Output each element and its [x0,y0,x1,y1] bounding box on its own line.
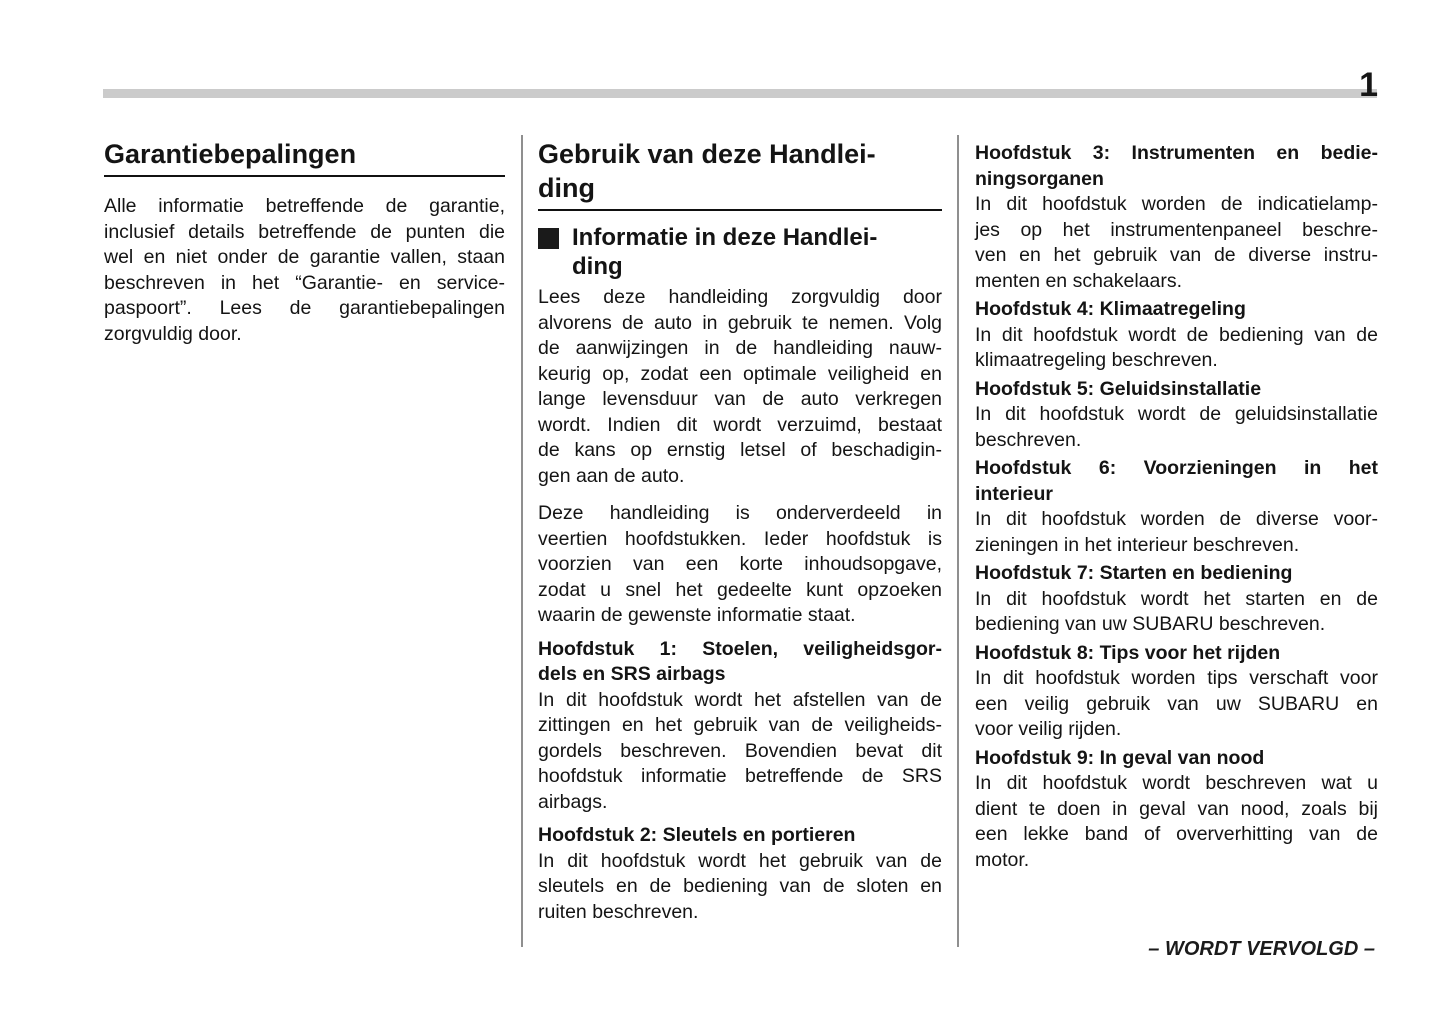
text-line: wel en niet onder de garantie vallen, staan [104,246,505,268]
text-line: airbags. [538,790,608,813]
text-line: zittingen en het gebruik van de veiligheids- [538,714,942,736]
text-line: klimaatregeling beschreven. [975,349,1218,371]
usage-title [538,137,942,211]
chapter-hoofdstuk-9 [975,746,1378,874]
text-line: alvorens de auto in gebruik te nemen. Volg [538,311,942,334]
text-line: zorgvuldig door. [104,322,242,345]
text-line: In dit hoofdstuk wordt beschreven wat u [975,772,1378,794]
chapter-body [975,587,1378,638]
text-line: lange levensduur van de auto verkregen [538,388,942,410]
chapter-body [538,688,942,816]
text-line: dient te doen in geval van nood, zoals bij [975,797,1378,820]
text-line: Hoofdstuk 4: Klimaatregeling [975,298,1246,320]
text-line: ding [572,253,623,280]
text-line: hoofdstuk informatie betreffende de SRS [538,765,942,787]
text-line: zodat u snel het gedeelte kunt opzoeken [538,578,942,601]
page-number: 1 [1359,66,1378,104]
text-line: beschreven in het “Garantie- en service- [104,271,505,294]
text-line: ningsorganen [975,167,1104,190]
column-divider-right [957,135,959,947]
text-line: Hoofdstuk 8: Tips voor het rijden [975,641,1281,664]
chapters-column [975,141,1378,873]
warranty-title-text: Garantiebepalingen [104,139,357,169]
text-line: Alle informatie betreffende de garantie, [104,195,505,217]
chapter-heading [975,641,1378,667]
chapter-heading [538,637,942,688]
chapter-heading [538,823,942,849]
text-line: Gebruik van deze Handlei- [538,139,876,169]
chapter-body [975,771,1378,873]
text-line: zieningen in het interieur beschreven. [975,533,1300,556]
column-divider-left [521,135,523,947]
chapter-heading [975,746,1378,772]
usage-column [538,137,942,925]
chapter-body [538,849,942,926]
chapter-body [975,507,1378,558]
chapter-heading [975,456,1378,507]
text-line: voor veilig rijden. [975,718,1122,740]
text-line: In dit hoofdstuk wordt het starten en de [975,587,1378,610]
text-line: keurig op, zodat een optimale veiligheid en [538,362,942,385]
text-line: een veilig gebruik van uw SUBARU en [975,692,1378,715]
info-paragraph-2 [538,501,942,629]
chapter-heading [975,377,1378,403]
text-line: Hoofdstuk 2: Sleutels en portieren [538,824,856,846]
text-line: voorzien van een korte inhoudsopgave, [538,553,942,575]
text-line: veertien hoofdstukken. Ieder hoofdstuk is [538,527,942,550]
chapter-body [975,402,1378,453]
text-line: inclusief details betreffende de punten die [104,220,505,243]
text-line: sleutels en de bediening van de sloten en [538,875,942,897]
chapter-heading [975,141,1378,192]
text-line: Lees deze handleiding zorgvuldig door [538,286,942,308]
warranty-paragraph [104,194,505,347]
chapter-hoofdstuk-5 [975,377,1378,454]
continuation-notice: – WORDT VERVOLGD – [1148,938,1375,960]
text-line: In dit hoofdstuk wordt de bediening van de [975,323,1378,346]
text-line: jes op het instrumentenpaneel beschre- [975,218,1378,241]
chapter-heading [975,297,1378,323]
text-line: In dit hoofdstuk wordt de geluidsinstallatie [975,403,1378,425]
text-line: In dit hoofdstuk worden tips verschaft voor [975,667,1378,689]
text-line: In dit hoofdstuk wordt het gebruik van de [538,849,942,872]
text-line: Hoofdstuk 6: Voorzieningen in het [975,457,1378,479]
text-line: waarin de gewenste informatie staat. [538,604,856,626]
info-section-heading [538,223,942,281]
text-line: menten en schakelaars. [975,269,1183,292]
text-line: Hoofdstuk 5: Geluidsinstallatie [975,377,1262,400]
warranty-title [104,137,505,177]
chapter-body [975,323,1378,374]
text-line: In dit hoofdstuk wordt het afstellen van de [538,688,942,711]
text-line: gordels beschreven. Bovendien bevat dit [538,739,942,762]
chapter-hoofdstuk-7 [975,561,1378,638]
text-line: de kans op ernstig letsel of beschadigin- [538,439,942,461]
text-line: ding [538,173,595,203]
text-line: Hoofdstuk 7: Starten en bediening [975,562,1293,584]
chapter-body [975,666,1378,743]
text-line: een lekke band of oververhitting van de [975,823,1378,845]
top-rule [103,89,1377,98]
text-line: bediening van uw SUBARU beschreven. [975,613,1326,635]
text-line: Hoofdstuk 1: Stoelen, veiligheidsgor- [538,637,942,660]
text-line: Informatie in deze Handlei- [572,224,878,251]
text-line: dels en SRS airbags [538,663,726,685]
text-line: Hoofdstuk 9: In geval van nood [975,746,1265,769]
text-line: motor. [975,848,1030,871]
text-line: Hoofdstuk 3: Instrumenten en bedie- [975,142,1378,164]
text-line: ven en het gebruik van de diverse instru- [975,244,1378,266]
warranty-column [104,137,505,347]
chapter-hoofdstuk-3 [975,141,1378,294]
text-line: beschreven. [975,428,1082,451]
text-line: gen aan de auto. [538,464,685,487]
chapter-heading [975,561,1378,587]
text-line: In dit hoofdstuk worden de diverse voor- [975,508,1378,530]
text-line: paspoort”. Lees de garantiebepalingen [104,297,505,319]
chapter-hoofdstuk-2 [538,823,942,925]
chapter-hoofdstuk-4 [975,297,1378,374]
text-line: wordt. Indien dit wordt verzuimd, bestaat [538,413,942,436]
text-line: Deze handleiding is onderverdeeld in [538,502,942,524]
text-line: interieur [975,482,1054,505]
black-square-icon [538,228,559,249]
chapter-hoofdstuk-8 [975,641,1378,743]
info-paragraph-1 [538,285,942,489]
chapter-hoofdstuk-1 [538,637,942,816]
chapter-hoofdstuk-6 [975,456,1378,558]
text-line: In dit hoofdstuk worden de indicatielamp- [975,193,1378,215]
chapter-body [975,192,1378,294]
text-line: ruiten beschreven. [538,900,699,923]
text-line: de aanwijzingen in de handleiding nauw- [538,337,942,359]
info-section-heading-text [572,223,877,281]
